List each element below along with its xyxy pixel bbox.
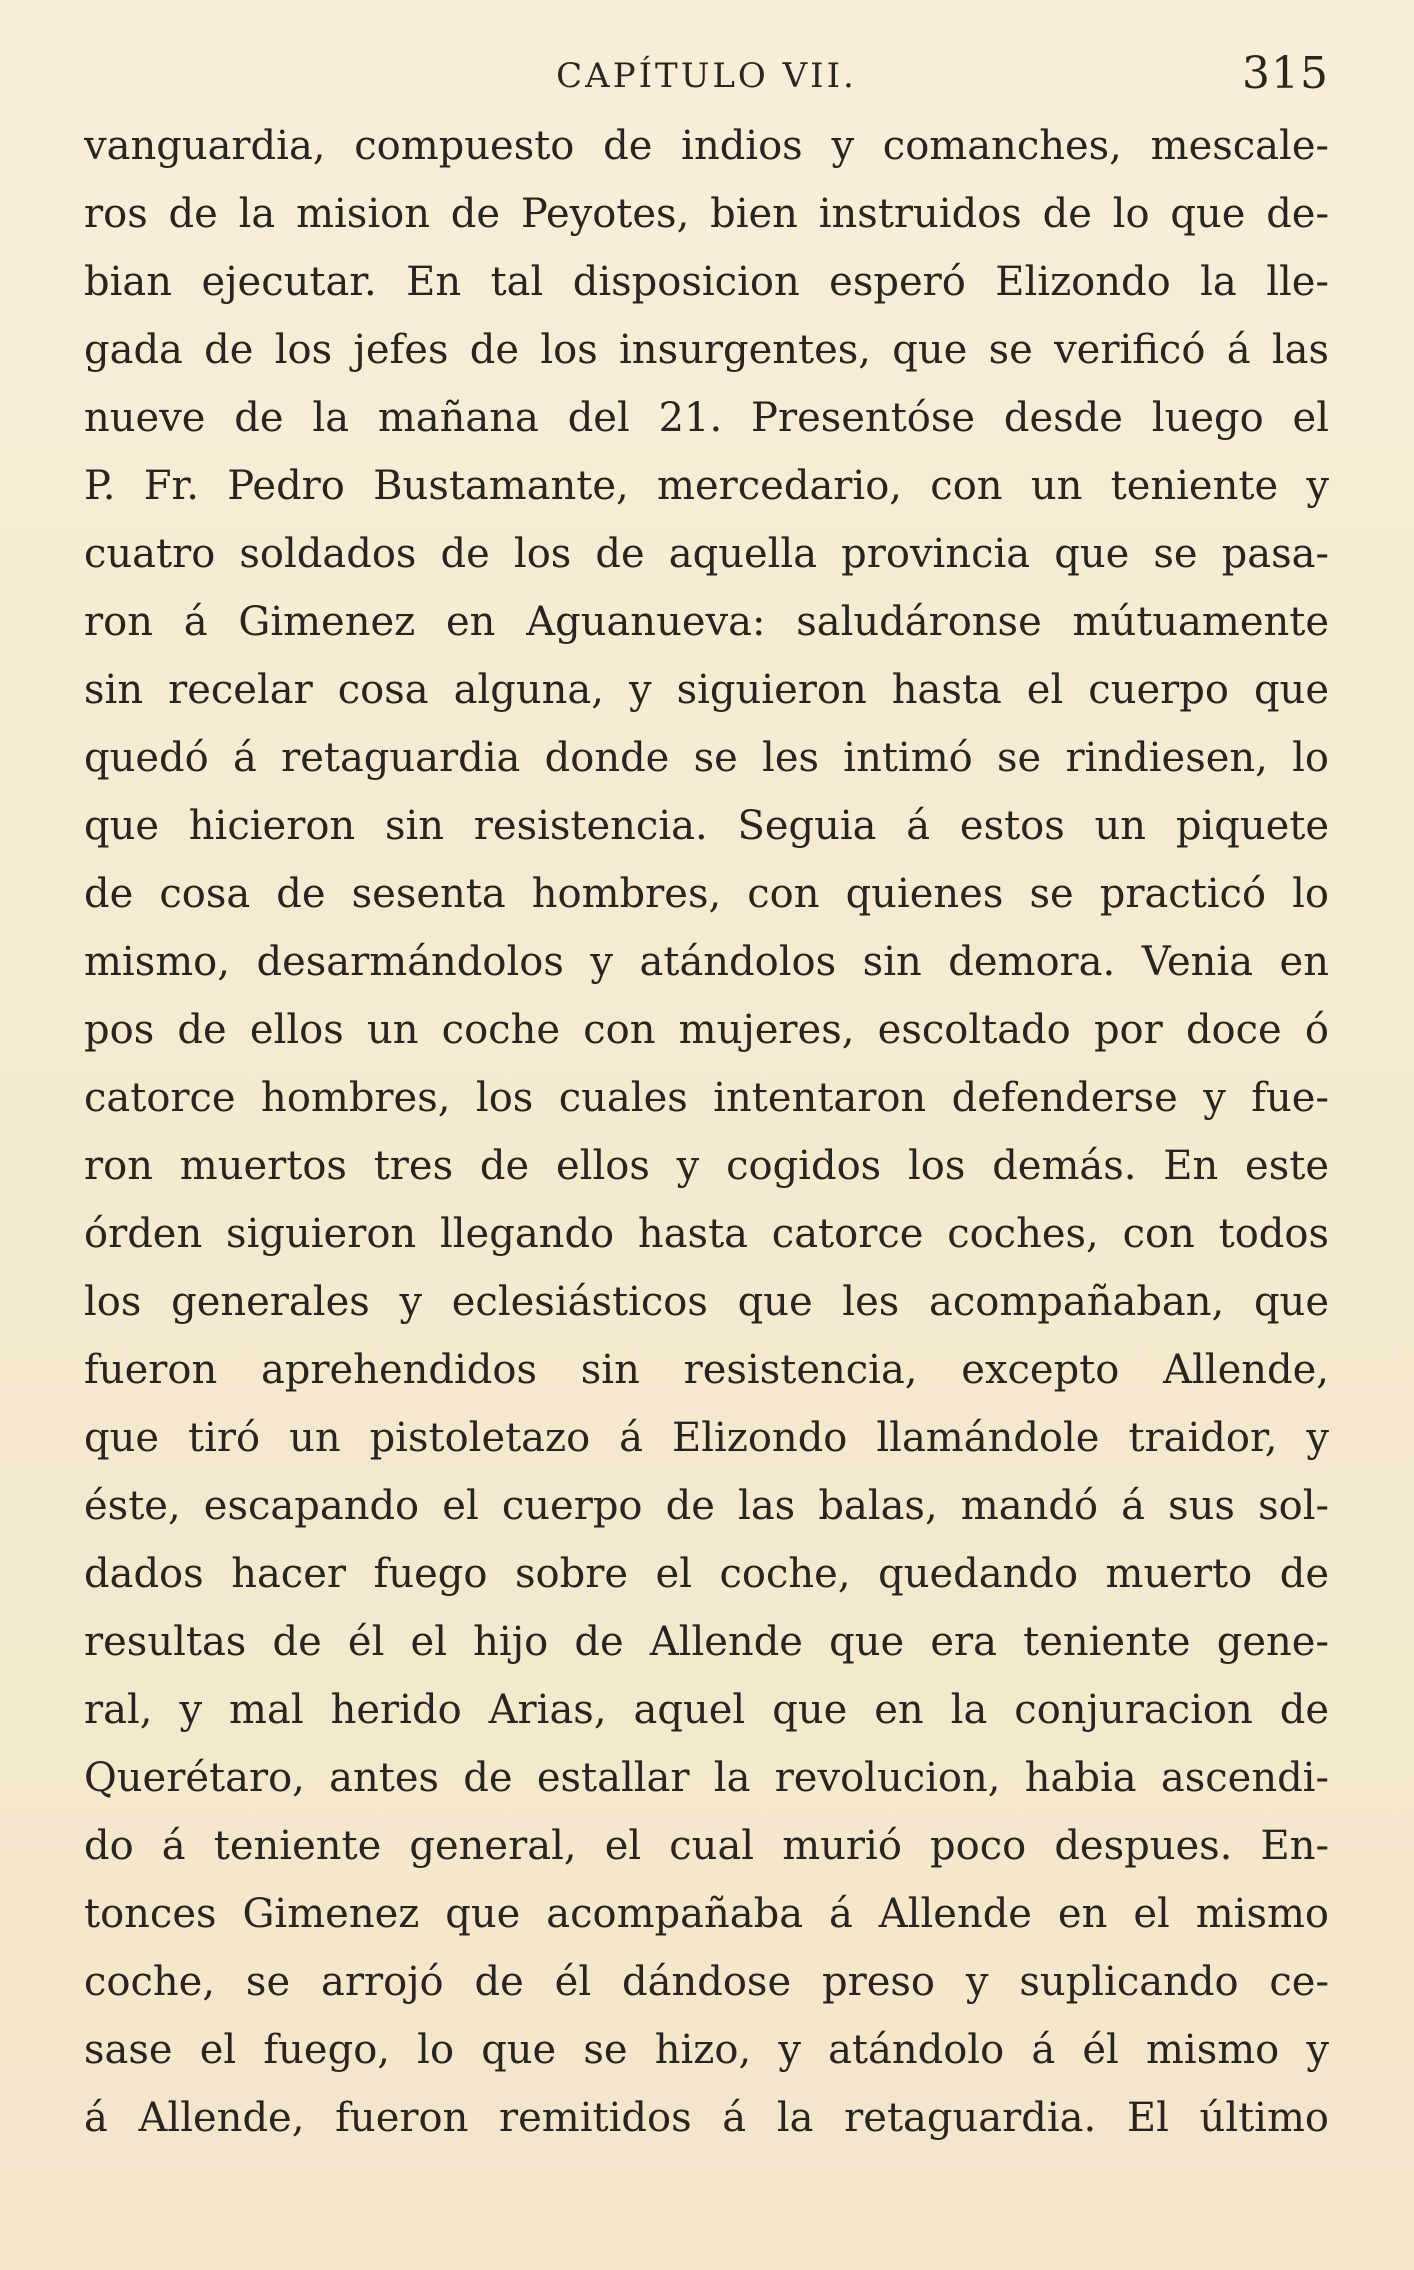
text-line: ron á Gimenez en Aguanueva: saludáronse mútuamente xyxy=(84,599,1329,645)
text-line: ros de la mision de Peyotes, bien instruidos de lo que de- xyxy=(84,191,1329,237)
text-line: Querétaro, antes de estallar la revolucion, habia ascendi- xyxy=(84,1755,1329,1801)
page-number: 315 xyxy=(1242,48,1329,99)
chapter-heading: CAPÍTULO VII. xyxy=(556,56,857,96)
text-line: de cosa de sesenta hombres, con quienes se practicó lo xyxy=(84,871,1329,917)
text-line: quedó á retaguardia donde se les intimó se rindiesen, lo xyxy=(84,735,1329,781)
text-line: ral, y mal herido Arias, aquel que en la conjuracion de xyxy=(84,1687,1329,1733)
text-line: ron muertos tres de ellos y cogidos los demás. En este xyxy=(84,1143,1329,1189)
text-line: éste, escapando el cuerpo de las balas, mandó á sus sol- xyxy=(84,1483,1329,1529)
running-head xyxy=(84,48,1329,108)
text-line: que tiró un pistoletazo á Elizondo llamándole traidor, y xyxy=(84,1415,1329,1461)
text-line: que hicieron sin resistencia. Seguia á estos un piquete xyxy=(84,803,1329,849)
text-line: tonces Gimenez que acompañaba á Allende en el mismo xyxy=(84,1891,1329,1937)
text-line: resultas de él el hijo de Allende que era teniente gene- xyxy=(84,1619,1329,1665)
body-text xyxy=(84,112,1329,2152)
text-line: pos de ellos un coche con mujeres, escoltado por doce ó xyxy=(84,1007,1329,1053)
text-line: sin recelar cosa alguna, y siguieron hasta el cuerpo que xyxy=(84,667,1329,713)
text-line: sase el fuego, lo que se hizo, y atándolo á él mismo y xyxy=(84,2027,1329,2073)
text-line: los generales y eclesiásticos que les acompañaban, que xyxy=(84,1279,1329,1325)
text-line: mismo, desarmándolos y atándolos sin demora. Venia en xyxy=(84,939,1329,985)
text-line: á Allende, fueron remitidos á la retaguardia. El último xyxy=(84,2095,1329,2141)
text-line: bian ejecutar. En tal disposicion esperó Elizondo la lle- xyxy=(84,259,1329,305)
text-line: coche, se arrojó de él dándose preso y suplicando ce- xyxy=(84,1959,1329,2005)
text-line: cuatro soldados de los de aquella provincia que se pasa- xyxy=(84,531,1329,577)
text-line: nueve de la mañana del 21. Presentóse desde luego el xyxy=(84,395,1329,441)
text-line: do á teniente general, el cual murió poco despues. En- xyxy=(84,1823,1329,1869)
text-line: órden siguieron llegando hasta catorce coches, con todos xyxy=(84,1211,1329,1257)
text-line: catorce hombres, los cuales intentaron defenderse y fue- xyxy=(84,1075,1329,1121)
text-line: P. Fr. Pedro Bustamante, mercedario, con un teniente y xyxy=(84,463,1329,509)
text-line: fueron aprehendidos sin resistencia, excepto Allende, xyxy=(84,1347,1329,1393)
text-line: vanguardia, compuesto de indios y comanches, mescale- xyxy=(84,123,1329,169)
text-line: gada de los jefes de los insurgentes, que se verificó á las xyxy=(84,327,1329,373)
text-line: dados hacer fuego sobre el coche, quedando muerto de xyxy=(84,1551,1329,1597)
